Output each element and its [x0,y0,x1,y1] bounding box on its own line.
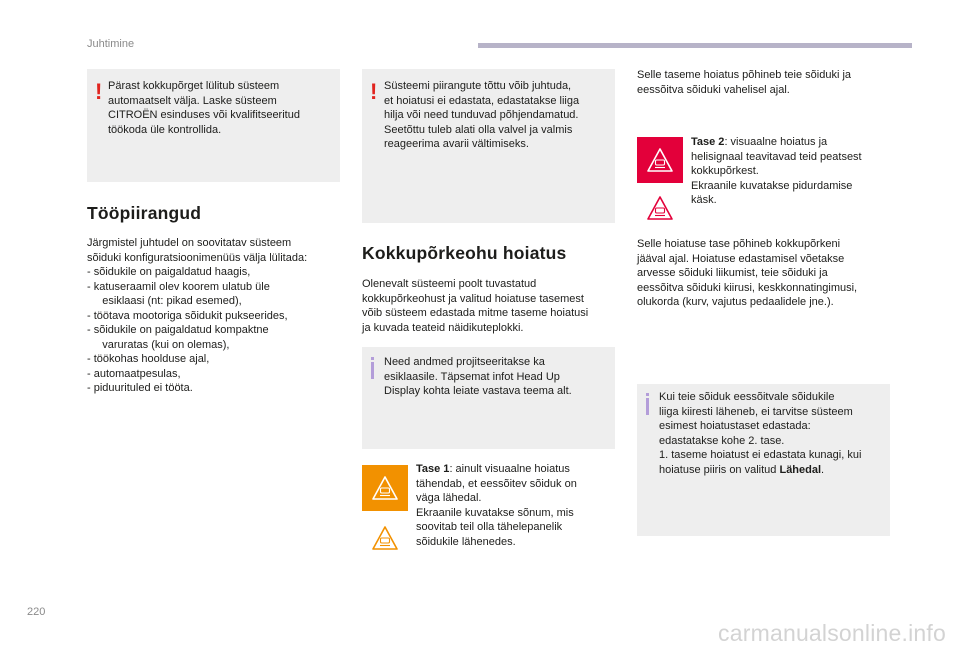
text-line: edastatakse kohe 2. tase. [659,434,785,447]
heading-limitations: Tööpiirangud [87,203,202,223]
text-line: Järgmistel juhtudel on soovitatav süsteem [87,237,292,249]
setting-name: Lähedal [779,463,822,476]
info-icon [371,362,374,379]
text-fragment: hoiatuse piiris on valitud [659,463,780,476]
text-line [416,462,577,477]
text-line: tähendab, et eessõitev sõiduk on [416,477,577,490]
warning-box-collision [87,69,340,182]
text-line: käsk. [691,194,717,206]
text-fragment: . [821,463,825,476]
text-line: kokkupõrkest. [691,165,759,177]
level-basis-intro [637,68,851,97]
text-line: Süsteemi piirangute tõttu võib juhtuda, [384,80,572,92]
list-item: - sõidukile on paigaldatud haagis, [87,266,251,278]
level1-tile-white [362,515,408,561]
level2-tile-white [637,185,683,231]
text-line: eessõitva sõiduki kiirusi, keskkonnatingimusi, [637,281,858,294]
collision-warning-icon [646,195,674,221]
warning-exclamation-icon: ! [95,79,103,104]
list-item: - sõidukile on paigaldatud kompaktne [87,324,269,336]
collision-warning-icon [371,475,399,501]
text-line: liiga kiiresti läheneb, ei tarvitse süsteem [659,405,853,418]
collision-warning-icon [371,525,399,551]
level2-tile-red [637,137,683,183]
text-line: võib süsteem edastada mitme taseme hoiatusi [362,307,589,319]
text-line: väga lähedal. [416,492,482,504]
list-item: - piduurituled ei tööta. [87,382,193,394]
text-line: Seetõttu tuleb alati olla valvel ja valmis [384,123,573,136]
warning-exclamation-icon: ! [370,79,378,104]
text-line: soovitab teil olla tähelepanelik [416,521,563,533]
collision-warning-intro [362,277,588,335]
info-box-head-up [362,347,615,449]
text-line: esiklaasile. Täpsemat infot Head Up [384,370,560,383]
heading-collision-warning: Kokkupõrkeohu hoiatus [362,243,567,263]
list-item: - katuseraamil olev koorem ulatub üle [87,280,270,293]
text-line: CITROËN esinduses või kvalifitseeritud [108,109,300,121]
text-line [659,463,861,478]
text-line: kokkupõrkeohust ja valitud hoiatuse tasemest [362,292,584,305]
text-line: helisignaal teavitavad teid peatsest [691,150,862,163]
collision-warning-icon [646,147,674,173]
text-line: esimest hoiatustaset edastada: [659,420,811,432]
text-line: olukorda (kurv, vajutus pedaalidele jne.). [637,296,834,308]
text-line: sõidukile lähenedes. [416,535,516,548]
level2-description [691,135,862,208]
text-line: Pärast kokkupõrget lülitub süsteem [108,80,280,92]
text-line: töökoda üle kontrollida. [108,123,222,136]
warning-box-limitations [362,69,615,223]
text-line [691,135,862,150]
limitations-list [87,265,288,396]
section-title: Juhtimine [87,38,135,50]
list-item: varuratas (kui on olemas), [87,338,230,351]
text-line: Kui teie sõiduk eessõitvale sõidukile [659,391,835,403]
text-line: 1. taseme hoiatust ei edastata kunagi, kui [659,449,862,461]
list-item: - töötava mootoriga sõidukit pukseerides, [87,309,288,322]
page-number: 220 [27,606,46,618]
text-line: Ekraanile kuvatakse pidurdamise [691,179,853,192]
text-line: Selle taseme hoiatus põhineb teie sõiduki ja [637,69,852,81]
warning-text [108,79,300,137]
time-to-collision-text [637,237,857,310]
info-text [384,355,572,399]
text-line: ja kuvada teateid näidikuteplokki. [362,321,524,334]
watermark: carmanualsonline.info [718,620,946,646]
text-line: Ekraanile kuvatakse sõnum, mis [416,506,574,519]
list-item: - automaatpesulas, [87,367,181,380]
level2-label: Tase 2 [691,136,725,148]
text-line: Selle hoiatuse tase põhineb kokkupõrkeni [637,238,841,250]
text-line: automaatselt välja. Laske süsteem [108,94,277,107]
text-line: arvesse sõiduki liikumist, teie sõiduki ja [637,267,828,279]
warning-text [384,79,579,152]
info-box-level-skip [637,384,890,536]
text-line: et hoiatusi ei edastata, edastatakse liiga [384,94,580,107]
header-bar [478,43,912,48]
info-text [659,390,861,477]
list-item: esiklaasi (nt: pikad esemed), [87,295,242,307]
text-line: Need andmed projitseeritakse ka [384,356,545,368]
text-line: sõiduki konfiguratsioonimenüüs välja lülitada: [87,251,308,264]
level1-tile-orange [362,465,408,511]
text-line: eessõitva sõiduki vahelisel ajal. [637,83,790,96]
text-fragment: : visuaalne hoiatus ja [724,136,828,148]
list-item: - töökohas hoolduse ajal, [87,353,210,365]
text-line: reageerima avarii vältimiseks. [384,138,529,150]
level1-description [416,462,577,549]
info-icon [646,398,649,415]
text-line: hilja või need tunduvad põhjendamatud. [384,109,579,121]
text-line: jääval ajal. Hoiatuse edastamisel võetakse [637,252,845,265]
text-line: Display kohta leiate vastava teema alt. [384,385,572,397]
limitations-intro [87,236,307,265]
text-line: Olenevalt süsteemi poolt tuvastatud [362,278,537,290]
text-fragment: : ainult visuaalne hoiatus [449,463,570,475]
level1-label: Tase 1 [416,463,450,475]
